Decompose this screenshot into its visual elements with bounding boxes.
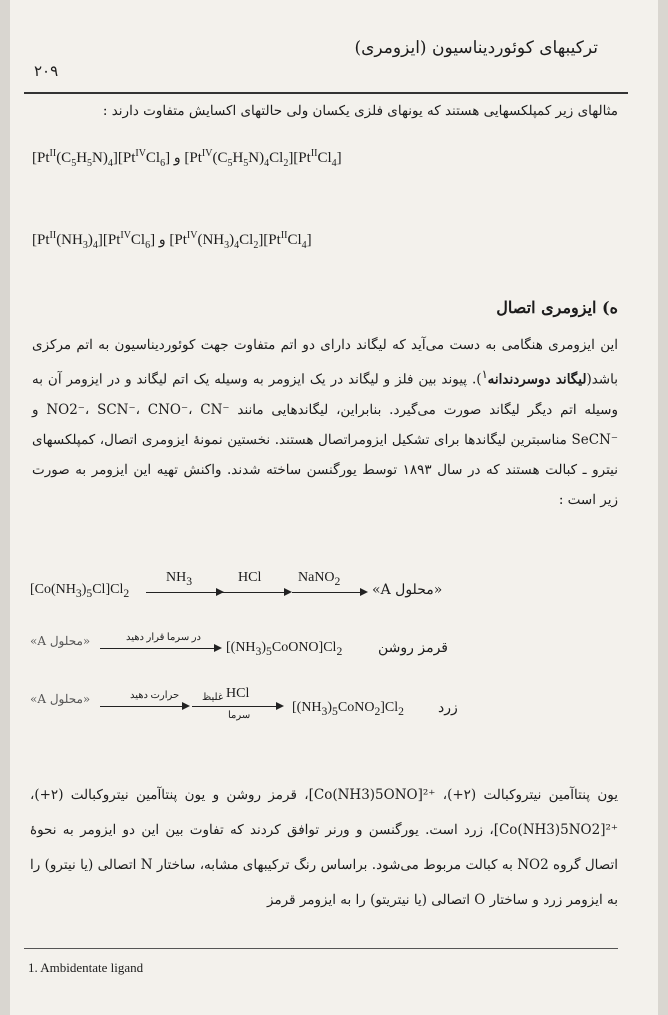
reaction-2 [30, 628, 450, 668]
formula-1-left: $[Pt^{II}(C_5H_5N)_4][Pt^{IV}Cl_6]$ [32, 148, 171, 169]
reaction-2-product: $[(NH_3)_5CoONO]Cl_2$ [226, 640, 343, 658]
reaction-1-reagent-nh3: $NH_3$ [166, 570, 193, 588]
bold-term: لیگاند دوسردندانه [487, 371, 587, 388]
para-rest: ). پیوند بین فلز و لیگاند در یک ایزومر به وسیله یک اتم لیگاند و در ایزومر آن به وسیله اتم دیگر لیگاند صورت می‌گیرد. بنابراین، لیگاندهایی مانند ‎NO2⁻، SCN⁻، CNO⁻، CN⁻‎ و ‎SeCN⁻‎ مناسبترین لیگاندها برای تشکیل ایزومراتصال هستند. نخستین نمونهٔ ایزومری اتصال، کمپلکسهای نیترو ـ کبالت هستند که در سال ۱۸۹۳ توسط یورگنسن ساخته شدند. واکنش تهیه این ایزومر به صورت زیر است : [32, 371, 618, 508]
reaction-2-start: «محلول A» [30, 634, 91, 648]
reaction-2-color: قرمز روشن [378, 640, 448, 656]
reaction-3-condition-1: حرارت دهید [130, 690, 180, 701]
formula-2-right: $[Pt^{IV}(NH_3)_4Cl_2][Pt^{II}Cl_4]$ [169, 230, 312, 251]
running-header-title: ترکیبهای کوئوردیناسیون (ایزومری) [354, 38, 598, 58]
reaction-1-reagent-hcl: HCl [238, 570, 262, 585]
reaction-3-color: زرد [438, 700, 458, 716]
reaction-1 [30, 570, 450, 610]
reaction-3-condition-2: سرما [228, 710, 251, 721]
section-paragraph [32, 330, 618, 515]
formula-line-1 [32, 148, 342, 169]
header-divider [24, 92, 628, 94]
formula-1-right: $[Pt^{IV}(C_5H_5N)_4Cl_2][Pt^{II}Cl_4]$ [184, 148, 342, 169]
reaction-1-product: «محلول A» [372, 582, 443, 598]
para-start: این ایزومری هنگامی به دست می‌آید که لیگاند دارای دو اتم متفاوت جهت کوئوردیناسیون به اتم مرکزی باشد( [32, 337, 618, 388]
reaction-3-start: «محلول A» [30, 692, 91, 706]
footnote: 1. Ambidentate ligand [28, 960, 144, 975]
book-page [10, 0, 658, 1015]
section-heading: ه) ایزومری اتصال [496, 298, 618, 317]
formula-line-2 [32, 230, 312, 251]
formula-2-left: $[Pt^{II}(NH_3)_4][Pt^{IV}Cl_6]$ [32, 230, 156, 251]
formula-1-and: و [173, 150, 181, 166]
reaction-3 [30, 686, 458, 736]
reaction-1-reactant: $[Co(NH_3)_5Cl]Cl_2$ [30, 582, 130, 600]
reaction-3-reagent-note: غلیظ [202, 692, 224, 703]
intro-paragraph: مثالهای زیر کمپلکسهایی هستند که یونهای فلزی یکسان ولی حالتهای اکسایش متفاوت دارند : [102, 103, 618, 119]
page-number: ۲۰۹ [34, 62, 59, 80]
footnote-divider [24, 948, 618, 949]
footnote-mark: ۱ [481, 368, 488, 381]
reaction-3-reagent: HCl [226, 686, 250, 701]
reaction-1-reagent-nano2: NaNO$_2$ [298, 570, 341, 588]
formula-2-and: و [158, 232, 166, 248]
reaction-3-product: $[(NH_3)_5CoNO_2]Cl_2$ [292, 700, 404, 718]
reaction-2-condition: در سرما قرار دهید [126, 632, 201, 643]
bottom-paragraph: یون پنتاآمین نیتروکبالت (‎+۲‎)، ‎[Co(NH3)5ONO]²⁺‎، قرمز روشن و یون پنتاآمین نیتروکبالت (‎+۲‎)، ‎[Co(NH3)5NO2]²⁺‎، زرد است. یورگنسن و ورنر توافق کردند که تفاوت بین این دو ایزومر به نحوهٔ اتصال گروه ‎NO2‎ به کبالت مربوط می‌شود. براساس رنگ ترکیبهای مشابه، ساختار N اتصالی (یا نیترو) را به ایزومر زرد و ساختار O اتصالی (یا نیتریتو) را به ایزومر قرمز [30, 787, 618, 908]
